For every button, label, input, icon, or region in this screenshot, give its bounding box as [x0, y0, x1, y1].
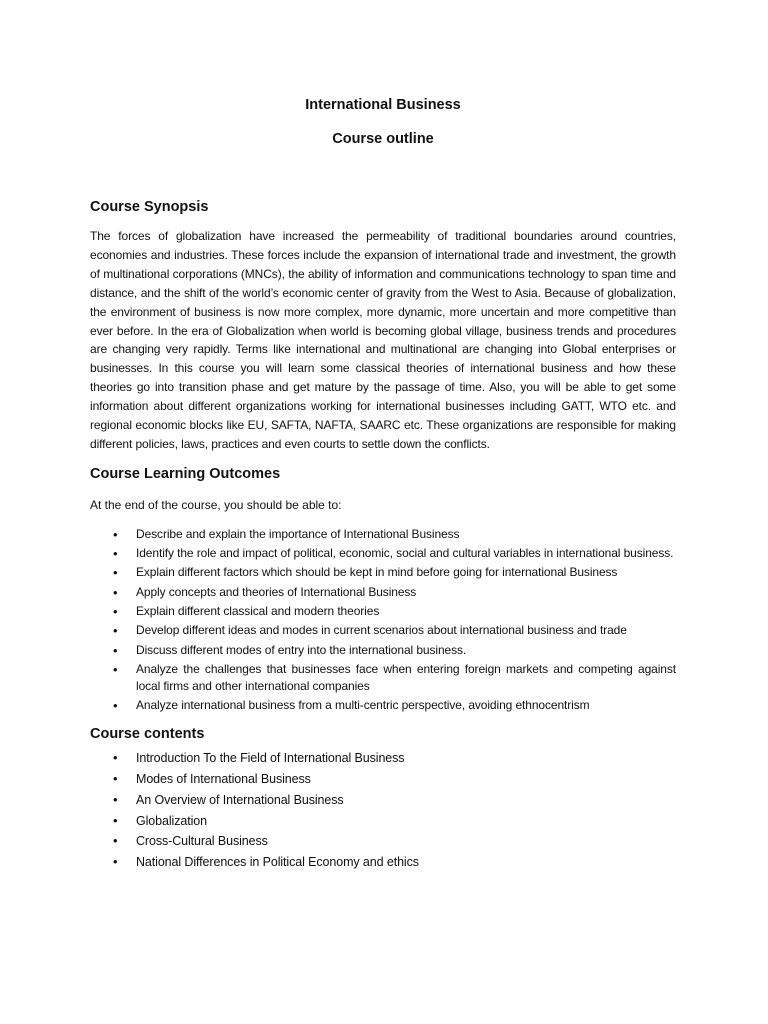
outcome-item: • Analyze international business from a multi-centric perspective, avoiding ethnocentrism — [90, 697, 676, 714]
outcomes-intro: At the end of the course, you should be able to: — [90, 497, 342, 512]
outcome-item: • Analyze the challenges that businesses face when entering foreign markets and competing against local firms and other international companies — [90, 661, 676, 695]
contents-item: • Globalization — [90, 811, 676, 832]
contents-item: • Introduction To the Field of International Business — [90, 748, 676, 769]
contents-item: • An Overview of International Business — [90, 790, 676, 811]
outcome-item: • Describe and explain the importance of International Business — [90, 526, 676, 543]
document-page — [90, 95, 676, 873]
synopsis-paragraph: The forces of globalization have increased the permeability of traditional boundaries around countries, economies and industries. These forces include the expansion of international trade and investment, the growth of multinational corporations (MNCs), the ability of information and communications technology to span time and distance, and the shift of the world’s economic center of gravity from the West to Asia. Because of globalization, the environment of business is now more complex, more dynamic, more uncertain and more competitive than ever before. In the era of Globalization when world is becoming global village, business trends and procedures are changing very rapidly. Terms like international and multinational are changing into Global enterprises or businesses. In this course you will learn some classical theories of international business and how these theories go into transition phase and get mature by the passage of time. Also, you will be able to get some information about different organizations working for international businesses including GATT, WTO etc. and regional economic blocks like EU, SAFTA, NAFTA, SAARC etc. These organizations are responsible for making different policies, laws, practices and even courts to settle down the conflicts. — [90, 229, 676, 451]
contents-item: • Modes of International Business — [90, 769, 676, 790]
outcome-item: • Explain different classical and modern theories — [90, 603, 676, 620]
contents-item: • National Differences in Political Economy and ethics — [90, 852, 676, 873]
outcome-item: • Explain different factors which should be kept in mind before going for international Business — [90, 564, 676, 581]
synopsis-heading: Course Synopsis — [90, 199, 209, 215]
outcome-item: • Apply concepts and theories of International Business — [90, 584, 676, 601]
contents-list — [90, 748, 676, 873]
contents-heading: Course contents — [90, 726, 205, 743]
outcome-item: • Discuss different modes of entry into the international business. — [90, 642, 676, 659]
document-title: International Business — [305, 97, 461, 113]
outcome-item: • Identify the role and impact of political, economic, social and cultural variables in international business. — [90, 545, 676, 562]
outcomes-list — [90, 526, 676, 714]
document-subtitle: Course outline — [332, 131, 434, 147]
outcome-item: • Develop different ideas and modes in current scenarios about international business and trade — [90, 622, 676, 639]
contents-item: • Cross-Cultural Business — [90, 831, 676, 852]
outcomes-heading: Course Learning Outcomes — [90, 465, 281, 482]
